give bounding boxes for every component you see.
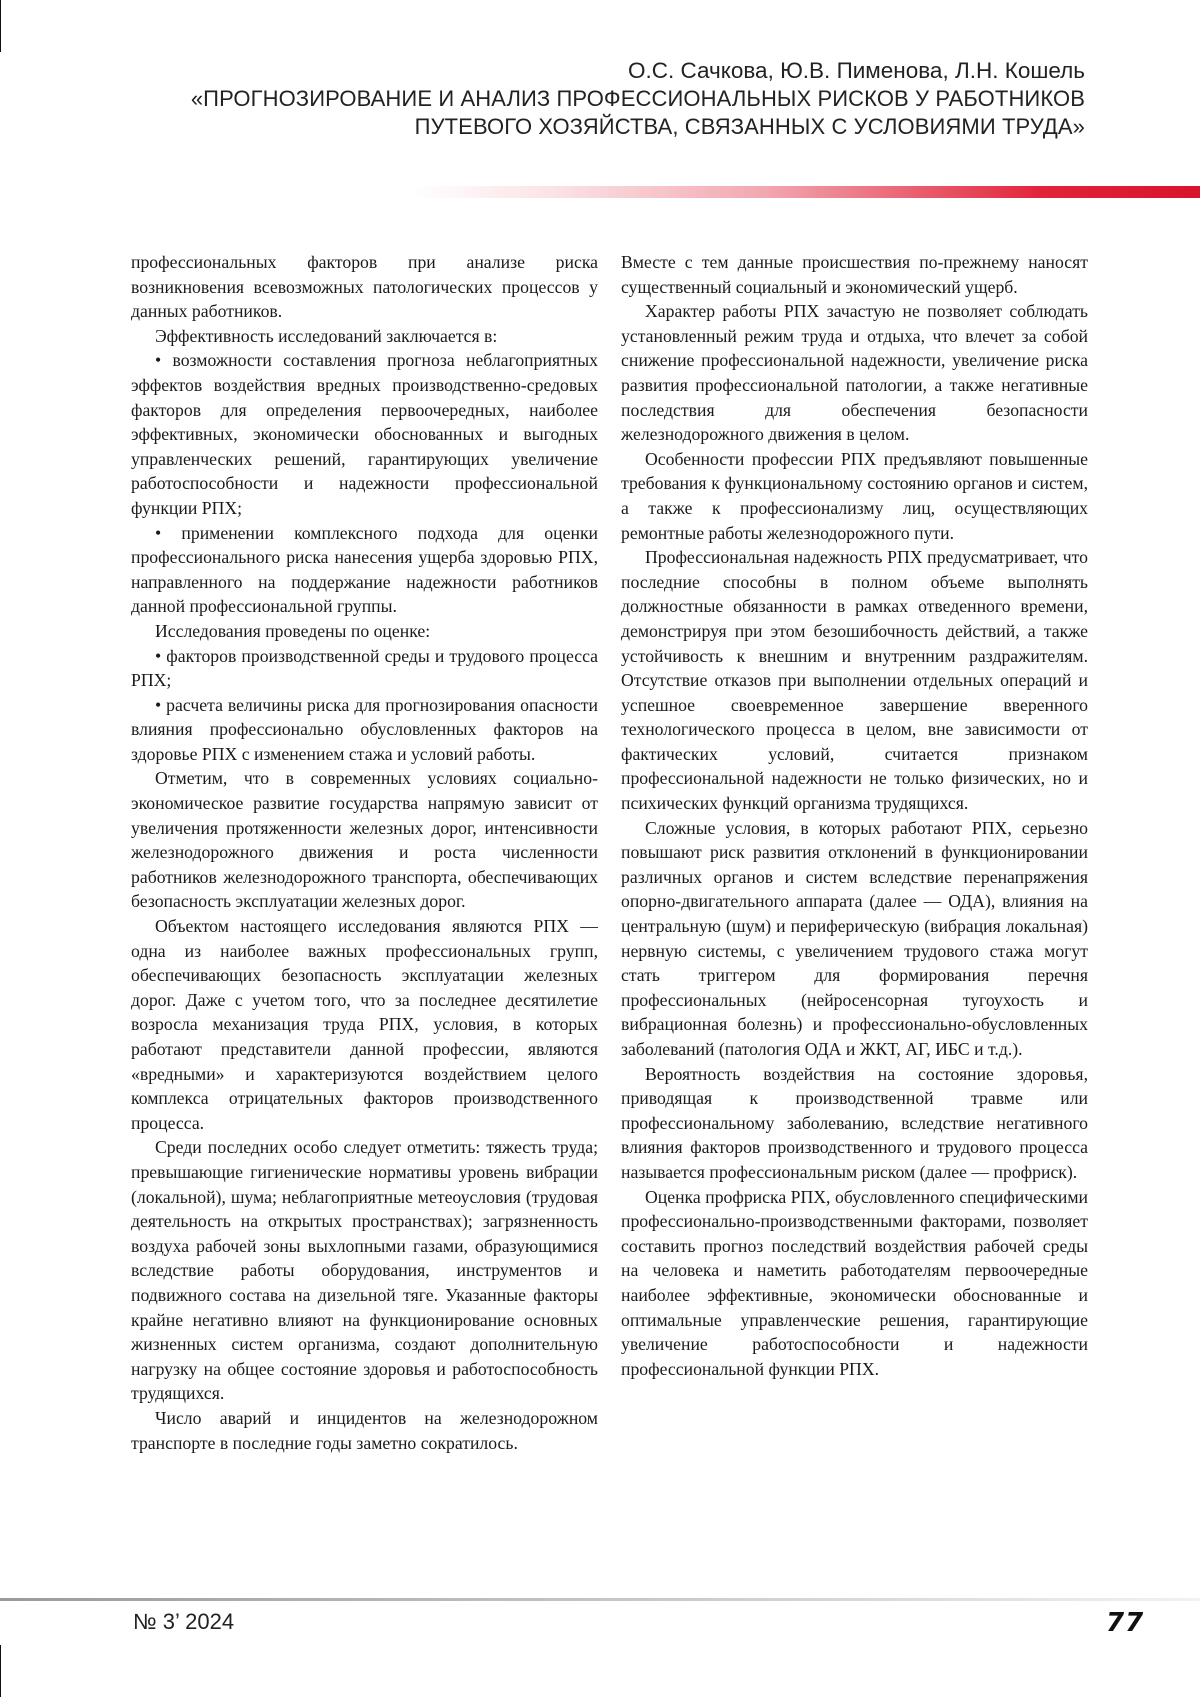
paragraph: Сложные условия, в которых работают РПХ, серьезно повышают риск развития отклонений в функционировании различных органов и систем вследствие перенапряжения опорно-двигательного аппарата (далее — ОДА), влияния на центральную (шум) и периферическую (вибрация локальная) нервную системы, с увеличением трудового стажа могут стать триггером для формирования перечня профессиональных (нейросенсорная тугоухость и вибрационная болезнь) и профессионально-обусловленных заболеваний (патология ОДА и ЖКТ, АГ, ИБС и т.д.). <box>621 817 1088 1059</box>
header-title-line2: ПУТЕВОГО ХОЗЯЙСТВА, СВЯЗАННЫХ С УСЛОВИЯМИ ТРУДА» <box>414 114 1085 139</box>
crop-mark-bottom <box>0 1645 1 1697</box>
header-authors: О.С. Сачкова, Ю.В. Пименова, Л.Н. Кошель <box>628 58 1085 83</box>
paragraph: Оценка профриска РПХ, обусловленного специфическими профессионально-производственными факторами, позволяет составить прогноз последствий воздействия рабочей среды на человека и наметить работодателям первоочередные наиболее эффективные, экономически обоснованные и оптимальные управленческие решения, гарантирующие увеличение работоспособности и надежности профессиональной функции РПХ. <box>621 1186 1088 1379</box>
paragraph: Объектом настоящего исследования являются РПХ — одна из наиболее важных профессиональных групп, обеспечивающих безопасность эксплуатации железных дорог. Даже с учетом того, что за последнее десятилетие возросла механизация труда РПХ, условия, в которых работают представители данной профессии, являются «вредными» и характеризуются воздействием целого комплекса отрицательных факторов производственного процесса. <box>131 916 598 1133</box>
page-number: 77 <box>1106 1608 1145 1638</box>
running-header <box>125 56 1085 141</box>
paragraph: Эффективность исследований заключается в: <box>155 325 498 346</box>
paragraph: Отметим, что в современных условиях социально-экономическое развитие государства напрямую зависит от увеличения протяженности железных дорог, интенсивности железнодорожного движения и роста численности работников железнодорожного транспорта, обеспечивающих безопасность эксплуатации железных дорог. <box>131 768 598 912</box>
paragraph: Исследования проведены по оценке: <box>155 620 431 641</box>
paragraph: Характер работы РПХ зачастую не позволяет соблюдать установленный режим труда и отдыха, что влечет за собой снижение профессиональной надежности, увеличение риска развития профессиональной патологии, а также негативные последствия для обеспечения безопасности железнодорожного движения в целом. <box>621 301 1088 445</box>
paragraph: Вероятность воздействия на состояние здоровья, приводящая к производственной травме или профессиональному заболеванию, вследствие негативного влияния факторов производственного и трудового процесса называется профессиональным риском (далее — профриск). <box>621 1063 1088 1182</box>
paragraph: Число аварий и инцидентов на железнодорожном транспорте в последние годы заметно сократилось. <box>131 1407 598 1453</box>
paragraph: Особенности профессии РПХ предъявляют повышенные требования к функциональному состоянию органов и систем, а также к профессионализму лиц, осуществляющих ремонтные работы железнодорожного пути. <box>621 448 1088 543</box>
bullet-item: • применении комплексного подхода для оценки профессионального риска нанесения ущерба здоровью РПХ, направленного на поддержание надежности работников данной профессиональной группы. <box>131 522 598 617</box>
right-column <box>621 250 1088 1381</box>
header-title-line1: «ПРОГНОЗИРОВАНИЕ И АНАЛИЗ ПРОФЕССИОНАЛЬНЫХ РИСКОВ У РАБОТНИКОВ <box>190 86 1085 111</box>
paragraph: Профессиональная надежность РПХ предусматривает, что последние способны в полном объеме выполнять должностные обязанности в рамках отведенного времени, демонстрируя при этом безошибочность действий, а также устойчивость к внешним и внутренним раздражителям. Отсутствие отказов при выполнении отдельных операций и успешное своевременное завершение вверенного технологического процесса в целом, вне зависимости от фактических условий, считается признаком профессиональной надежности не только физических, но и психических функций организма трудящихся. <box>621 547 1088 814</box>
left-column <box>131 250 598 1455</box>
crop-mark-top <box>0 0 1 52</box>
header-accent-bar <box>410 186 1200 198</box>
issue-number: № 3’ 2024 <box>133 1609 235 1634</box>
bullet-item: • факторов производственной среды и трудового процесса РПХ; <box>131 645 598 691</box>
paragraph: Вместе с тем данные происшествия по-прежнему наносят существенный социальный и экономический ущерб. <box>621 252 1088 297</box>
footer-rule <box>0 1598 1200 1601</box>
paragraph: Среди последних особо следует отметить: тяжесть труда; превышающие гигиенические нормативы уровень вибрации (локальной), шума; неблагоприятные метеоусловия (трудовая деятельность на открытых пространствах); загрязненность воздуха рабочей зоны выхлопными газами, образующимися вследствие работы оборудования, инструментов и подвижного состава на дизельной тяге. Указанные факторы крайне негативно влияют на функционирование основных жизненных систем организма, создают дополнительную нагрузку на общее состояние здоровья и работоспособность трудящихся. <box>131 1137 598 1404</box>
paragraph: профессиональных факторов при анализе риска возникновения всевозможных патологических процессов у данных работников. <box>131 252 598 322</box>
bullet-item: • возможности составления прогноза неблагоприятных эффектов воздействия вредных производственно-средовых факторов для определения первоочередных, наиболее эффективных, экономически обоснованных и выгодных управленческих решений, гарантирующих увеличение работоспособности и надежности профессиональной функции РПХ; <box>131 350 598 518</box>
bullet-item: • расчета величины риска для прогнозирования опасности влияния профессионально обусловленных факторов на здоровье РПХ с изменением стажа и условий работы. <box>131 694 598 764</box>
